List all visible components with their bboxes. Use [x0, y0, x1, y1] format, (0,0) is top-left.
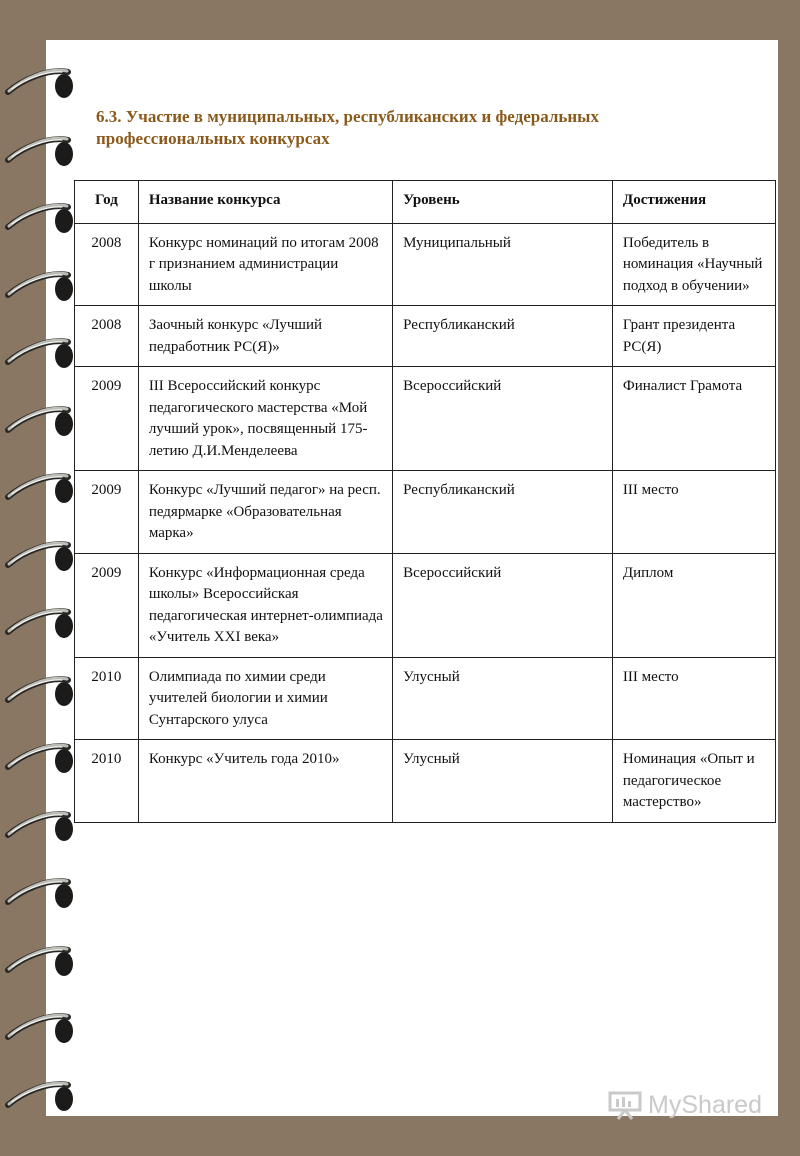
logo-text: MyShared [648, 1090, 762, 1119]
cell-year: 2010 [75, 740, 139, 823]
cell-level: Республиканский [393, 471, 613, 554]
cell-year: 2008 [75, 306, 139, 367]
cell-level: Республиканский [393, 306, 613, 367]
header-level: Уровень [393, 181, 613, 224]
cell-name: Конкурс номинаций по итогам 2008 г признанием администрации школы [138, 223, 392, 306]
spiral-ring-icon [4, 197, 78, 239]
cell-year: 2008 [75, 223, 139, 306]
spiral-ring-icon [4, 940, 78, 982]
spiral-ring-icon [4, 670, 78, 712]
spiral-ring-icon [4, 805, 78, 847]
spiral-ring-icon [4, 467, 78, 509]
cell-level: Всероссийский [393, 367, 613, 471]
competitions-table [74, 180, 776, 823]
table-row [75, 471, 776, 554]
cell-result: Номинация «Опыт и педагогическое мастерство» [612, 740, 775, 823]
spiral-ring-icon [4, 737, 78, 779]
spiral-ring-icon [4, 332, 78, 374]
cell-result: Финалист Грамота [612, 367, 775, 471]
spiral-ring-icon [4, 1075, 78, 1117]
cell-level: Улусный [393, 740, 613, 823]
cell-level: Всероссийский [393, 553, 613, 657]
cell-name: Олимпиада по химии среди учителей биологии и химии Сунтарского улуса [138, 657, 392, 740]
spiral-ring-icon [4, 535, 78, 577]
myshared-logo [608, 1090, 762, 1120]
table-row [75, 367, 776, 471]
cell-level: Улусный [393, 657, 613, 740]
table-row [75, 740, 776, 823]
header-year: Год [75, 181, 139, 224]
cell-level: Муниципальный [393, 223, 613, 306]
cell-name: Заочный конкурс «Лучший педработник РС(Я)» [138, 306, 392, 367]
cell-name: Конкурс «Учитель года 2010» [138, 740, 392, 823]
header-name: Название конкурса [138, 181, 392, 224]
spiral-ring-icon [4, 265, 78, 307]
table-header-row [75, 181, 776, 224]
spiral-ring-icon [4, 602, 78, 644]
cell-result: III место [612, 471, 775, 554]
cell-name: III Всероссийский конкурс педагогического мастерства «Мой лучший урок», посвященный 175-летию Д.И.Менделеева [138, 367, 392, 471]
spiral-ring-icon [4, 130, 78, 172]
cell-year: 2009 [75, 367, 139, 471]
projector-icon [608, 1090, 642, 1120]
table-row [75, 223, 776, 306]
table-row [75, 657, 776, 740]
cell-year: 2009 [75, 471, 139, 554]
page-title: 6.3. Участие в муниципальных, республиканских и федеральных профессиональных конкурсах [96, 107, 599, 148]
cell-name: Конкурс «Лучший педагог» на респ. педярмарке «Образовательная марка» [138, 471, 392, 554]
spiral-ring-icon [4, 62, 78, 104]
spiral-ring-icon [4, 400, 78, 442]
cell-name: Конкурс «Информационная среда школы» Всероссийская педагогическая интернет-олимпиада «Учитель XXI века» [138, 553, 392, 657]
cell-result: Грант президента РС(Я) [612, 306, 775, 367]
cell-year: 2009 [75, 553, 139, 657]
table-row [75, 553, 776, 657]
cell-result: Победитель в номинация «Научный подход в обучении» [612, 223, 775, 306]
cell-result: III место [612, 657, 775, 740]
cell-year: 2010 [75, 657, 139, 740]
cell-result: Диплом [612, 553, 775, 657]
spiral-ring-icon [4, 872, 78, 914]
notebook-page [46, 40, 778, 1116]
spiral-ring-icon [4, 1007, 78, 1049]
table-row [75, 306, 776, 367]
header-result: Достижения [612, 181, 775, 224]
